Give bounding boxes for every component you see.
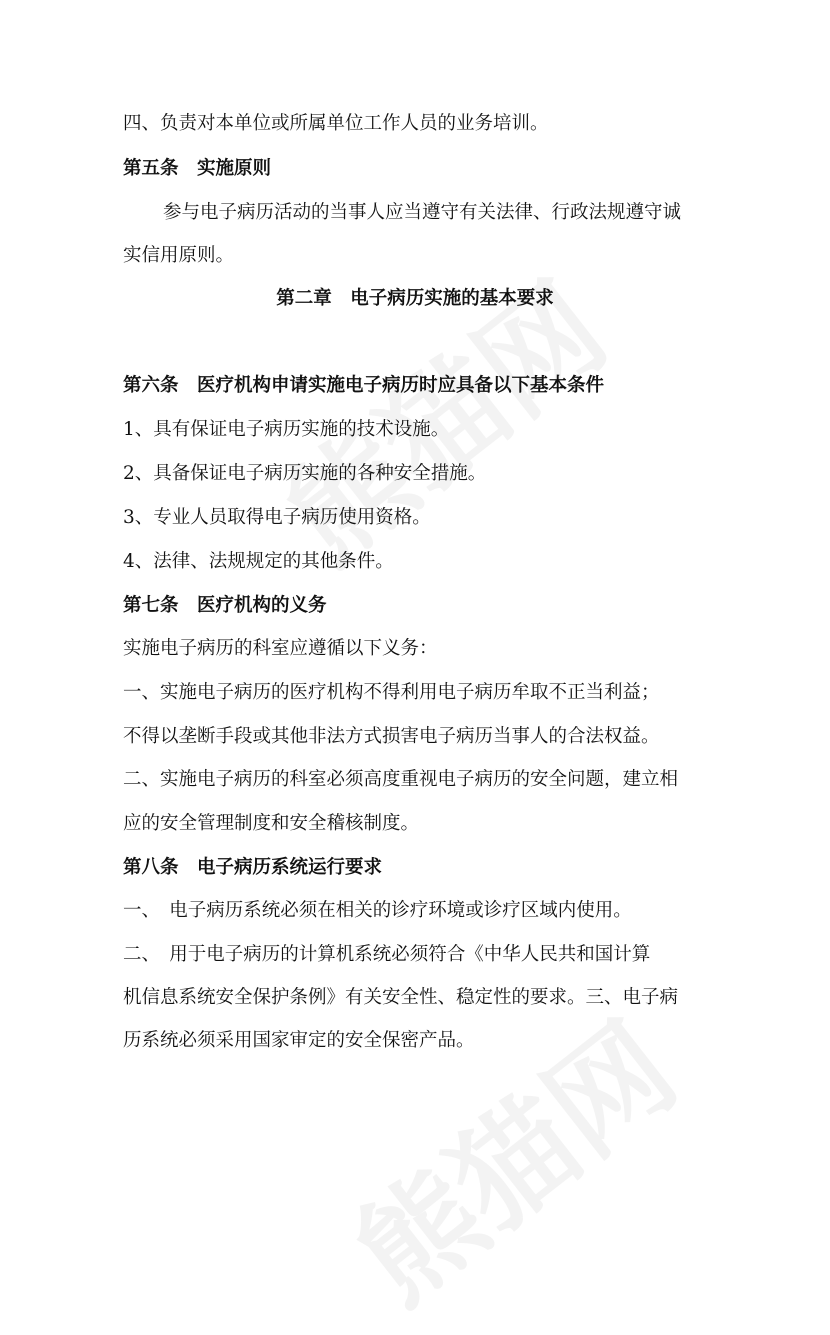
paragraph-text: 二、实施电子病历的科室必须高度重视电子病历的安全问题，建立相 — [123, 769, 679, 790]
article-heading: 第七条 医疗机构的义务 — [123, 595, 327, 616]
article-heading: 第五条 实施原则 — [123, 158, 272, 179]
paragraph-text: 一、实施电子病历的医疗机构不得利用电子病历牟取不正当利益； — [123, 682, 660, 703]
chapter-heading: 第二章 电子病历实施的基本要求 — [276, 288, 554, 309]
list-item: 一、 电子病历系统必须在相关的诊疗环境或诊疗区域内使用。 — [123, 900, 632, 921]
article-heading: 第八条 电子病历系统运行要求 — [123, 857, 383, 878]
list-item: 1、具有保证电子病历实施的技术设施。 — [123, 419, 450, 440]
list-item: 3、专业人员取得电子病历使用资格。 — [123, 507, 431, 528]
paragraph-text: 应的安全管理制度和安全稽核制度。 — [123, 813, 420, 834]
article-heading: 第六条 医疗机构申请实施电子病历时应具备以下基本条件 — [123, 375, 605, 396]
list-item: 4、法律、法规规定的其他条件。 — [123, 551, 394, 572]
list-item: 2、具备保证电子病历实施的各种安全措施。 — [123, 463, 487, 484]
paragraph-text: 历系统必须采用国家审定的安全保密产品。 — [123, 1030, 475, 1051]
clause-item: 四、负责对本单位或所属单位工作人员的业务培训。 — [123, 113, 549, 134]
paragraph-text: 实信用原则。 — [123, 245, 235, 266]
paragraph-text: 机信息系统安全保护条例》有关安全性、稳定性的要求。三、电子病 — [123, 987, 679, 1008]
paragraph-text: 实施电子病历的科室应遵循以下义务： — [123, 638, 438, 659]
paragraph-text: 不得以垄断手段或其他非法方式损害电子病历当事人的合法权益。 — [123, 726, 660, 747]
paragraph-text: 参与电子病历活动的当事人应当遵守有关法律、行政法规遵守诚 — [163, 202, 682, 223]
list-item: 二、 用于电子病历的计算机系统必须符合《中华人民共和国计算 — [123, 944, 651, 965]
